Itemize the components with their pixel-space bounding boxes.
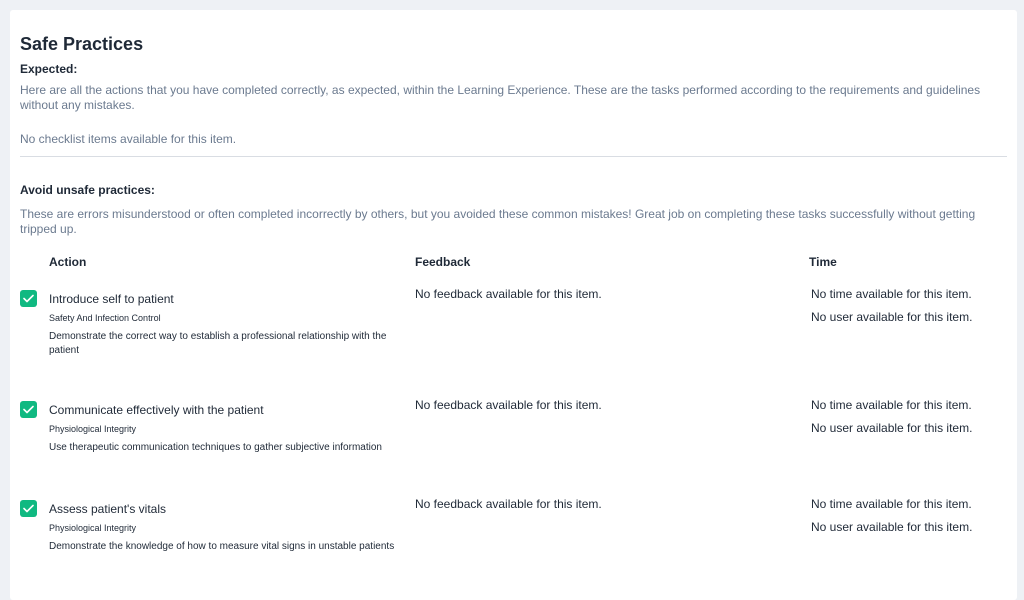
column-header-action: Action bbox=[49, 255, 87, 269]
action-category: Physiological Integrity bbox=[49, 424, 137, 434]
section-divider bbox=[20, 156, 1007, 157]
column-header-time: Time bbox=[809, 255, 837, 269]
feedback-text: No feedback available for this item. bbox=[415, 497, 602, 511]
check-icon bbox=[23, 405, 34, 414]
checkbox-checked[interactable] bbox=[20, 401, 37, 418]
checkbox-checked[interactable] bbox=[20, 290, 37, 307]
column-header-feedback: Feedback bbox=[415, 255, 471, 269]
user-text: No user available for this item. bbox=[811, 310, 973, 324]
time-text: No time available for this item. bbox=[811, 287, 972, 301]
checkbox-checked[interactable] bbox=[20, 500, 37, 517]
feedback-text: No feedback available for this item. bbox=[415, 287, 602, 301]
feedback-text: No feedback available for this item. bbox=[415, 398, 602, 412]
avoid-description: These are errors misunderstood or often completed incorrectly by others, but you avoided these common mistakes! Great job on completing these tasks successfully without getting tripped up. bbox=[20, 207, 976, 236]
time-text: No time available for this item. bbox=[811, 398, 972, 412]
action-category: Safety And Infection Control bbox=[49, 313, 161, 323]
action-category: Physiological Integrity bbox=[49, 523, 137, 533]
check-icon bbox=[23, 504, 34, 513]
action-title: Assess patient's vitals bbox=[49, 502, 167, 516]
action-description: Demonstrate the knowledge of how to measure vital signs in unstable patients bbox=[49, 541, 395, 552]
page-title: Safe Practices bbox=[20, 34, 144, 54]
expected-heading: Expected: bbox=[20, 62, 78, 76]
action-title: Communicate effectively with the patient bbox=[49, 403, 264, 417]
avoid-heading: Avoid unsafe practices: bbox=[20, 183, 155, 197]
action-description: Demonstrate the correct way to establish a professional relationship with the patient bbox=[49, 331, 387, 356]
check-icon bbox=[23, 294, 34, 303]
user-text: No user available for this item. bbox=[811, 520, 973, 534]
action-title: Introduce self to patient bbox=[49, 292, 174, 306]
safe-practices-card bbox=[10, 10, 1017, 600]
user-text: No user available for this item. bbox=[811, 421, 973, 435]
expected-description: Here are all the actions that you have completed correctly, as expected, within the Learning Experience. These are the tasks performed according to the requirements and guidelines without any mistakes. bbox=[20, 83, 981, 112]
expected-empty-message: No checklist items available for this item. bbox=[20, 132, 237, 146]
time-text: No time available for this item. bbox=[811, 497, 972, 511]
action-description: Use therapeutic communication techniques to gather subjective information bbox=[49, 442, 382, 453]
